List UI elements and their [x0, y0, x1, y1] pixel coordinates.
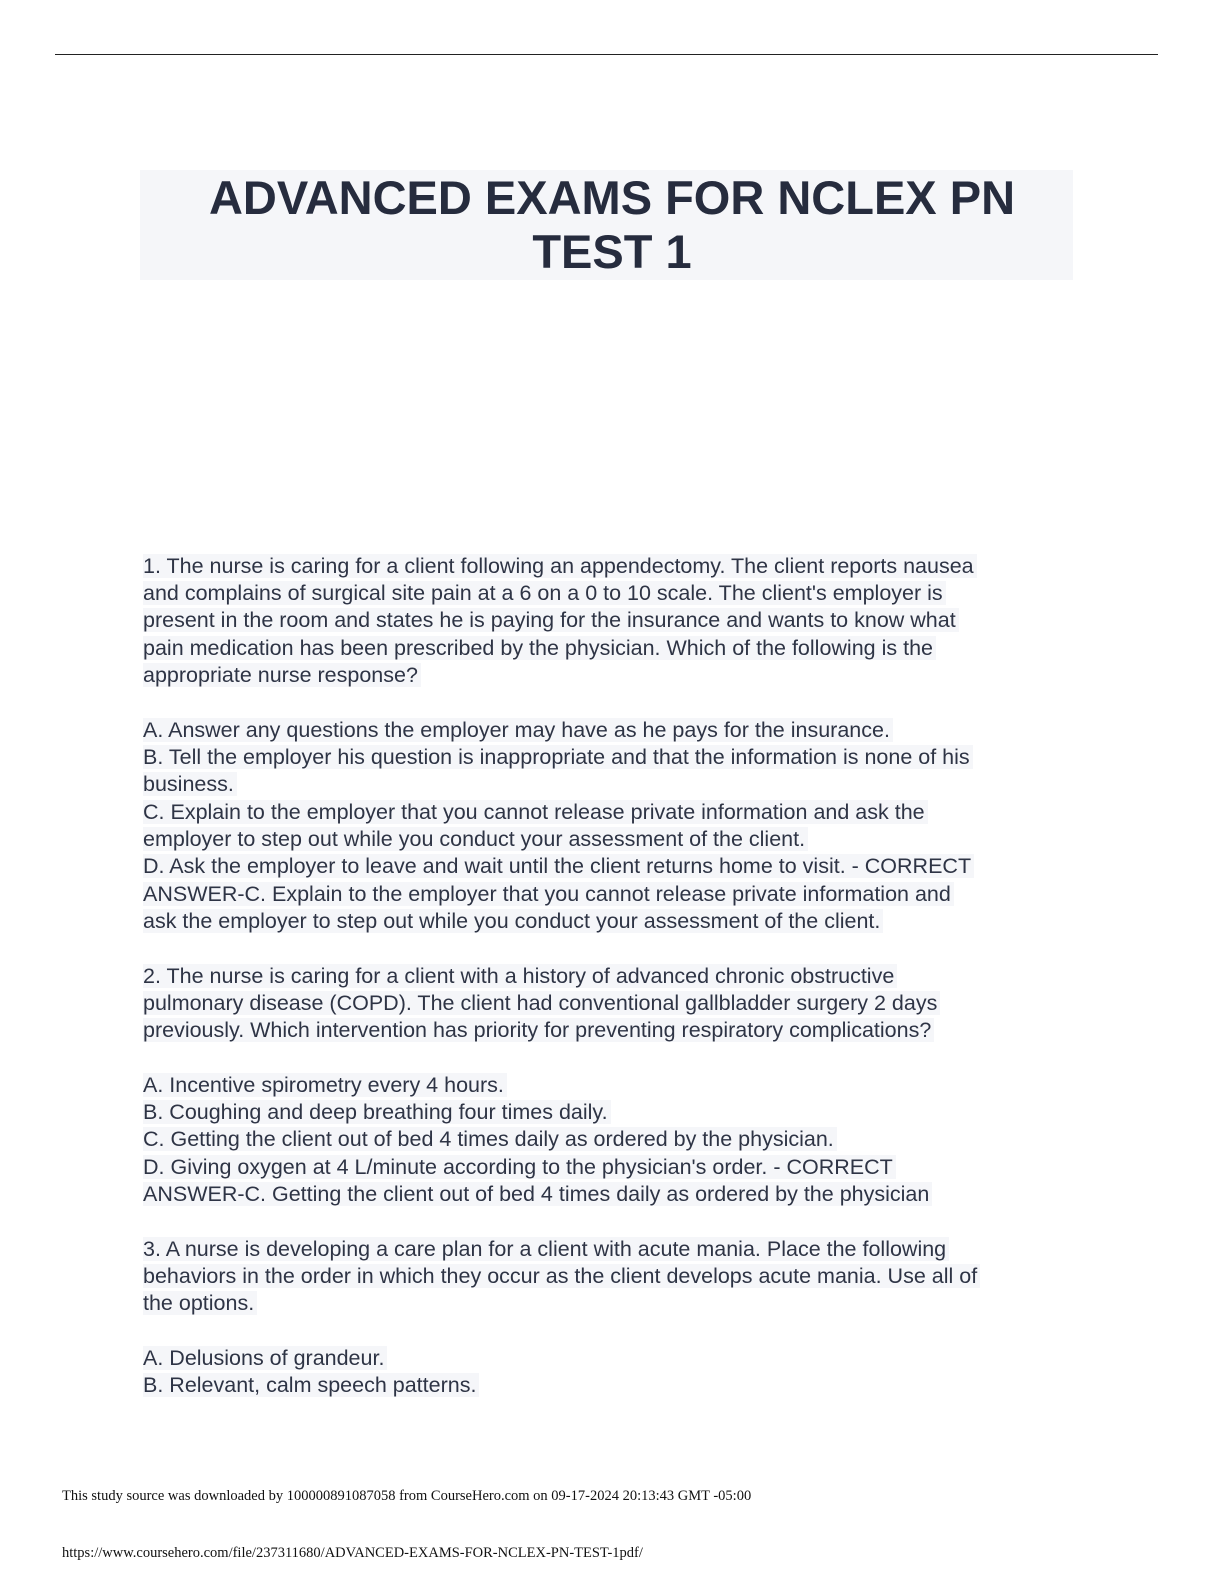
text-line: C. Explain to the employer that you cannot release private information and ask the: [143, 799, 928, 826]
text-line: ANSWER-C. Getting the client out of bed 4 times daily as ordered by the physician: [143, 1181, 932, 1208]
source-url[interactable]: https://www.coursehero.com/file/237311680/ADVANCED-EXAMS-FOR-NCLEX-PN-TEST-1pdf/: [62, 1545, 643, 1561]
text-line: pulmonary disease (COPD). The client had conventional gallbladder surgery 2 days: [143, 990, 940, 1017]
text-line: business.: [143, 771, 237, 798]
text-line: and complains of surgical site pain at a 6 on a 0 to 10 scale. The client's employer is: [143, 580, 946, 607]
title-line-1: ADVANCED EXAMS FOR NCLEX PN: [208, 171, 1016, 224]
text-line: previously. Which intervention has priority for preventing respiratory complications?: [143, 1017, 934, 1044]
text-line: ANSWER-C. Explain to the employer that you cannot release private information and: [143, 881, 954, 908]
download-source-note: This study source was downloaded by 100000891087058 from CourseHero.com on 09-17-2024 20:13:43 GMT -05:00: [62, 1488, 752, 1504]
top-rule: [55, 54, 1158, 55]
title-line-2: TEST 1: [532, 225, 692, 278]
text-line: B. Relevant, calm speech patterns.: [143, 1372, 479, 1399]
text-line: A. Incentive spirometry every 4 hours.: [143, 1072, 507, 1099]
text-line: behaviors in the order in which they occur as the client develops acute mania. Use all of: [143, 1263, 980, 1290]
text-line: A. Answer any questions the employer may have as he pays for the insurance.: [143, 717, 893, 744]
text-line: 1. The nurse is caring for a client following an appendectomy. The client reports nausea: [143, 553, 977, 580]
text-line: ask the employer to step out while you conduct your assessment of the client.: [143, 908, 883, 935]
text-line: D. Giving oxygen at 4 L/minute according to the physician's order. - CORRECT: [143, 1154, 896, 1181]
text-line: the options.: [143, 1290, 257, 1317]
text-line: B. Coughing and deep breathing four times daily.: [143, 1099, 611, 1126]
text-line: employer to step out while you conduct your assessment of the client.: [143, 826, 808, 853]
text-line: C. Getting the client out of bed 4 times daily as ordered by the physician.: [143, 1126, 837, 1153]
text-line: A. Delusions of grandeur.: [143, 1345, 387, 1372]
text-line: pain medication has been prescribed by the physician. Which of the following is the: [143, 635, 936, 662]
text-line: D. Ask the employer to leave and wait until the client returns home to visit. - CORRECT: [143, 853, 974, 880]
text-line: 2. The nurse is caring for a client with a history of advanced chronic obstructive: [143, 963, 897, 990]
text-line: appropriate nurse response?: [143, 662, 421, 689]
text-line: present in the room and states he is paying for the insurance and wants to know what: [143, 607, 959, 634]
text-line: 3. A nurse is developing a care plan for a client with acute mania. Place the following: [143, 1236, 949, 1263]
text-line: B. Tell the employer his question is inappropriate and that the information is none of his: [143, 744, 973, 771]
